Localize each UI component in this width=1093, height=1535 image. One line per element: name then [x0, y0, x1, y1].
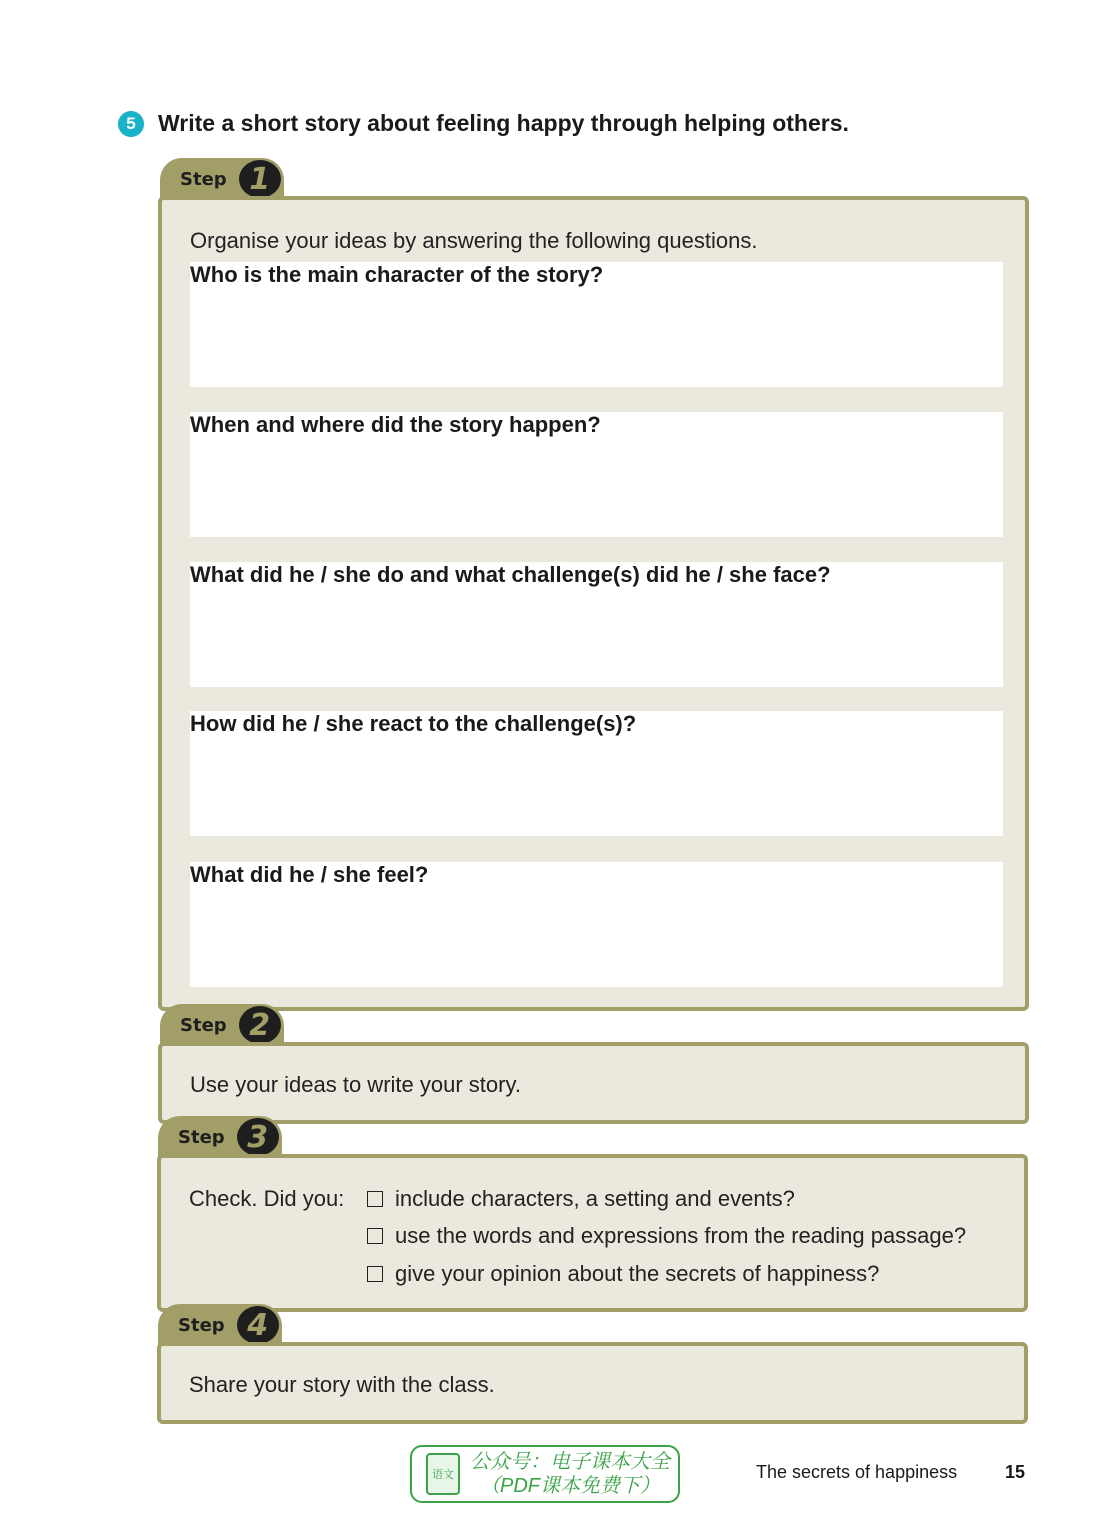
page-number: 15 [1005, 1462, 1026, 1482]
step-3-instruction: Check. Did you: [189, 1186, 345, 1211]
answer-area[interactable] [190, 562, 1003, 687]
step-number: 2 [239, 1006, 281, 1044]
task-title: Write a short story about feeling happy through helping others. [158, 110, 849, 136]
step-2-box [158, 1042, 1029, 1124]
step-number: 1 [239, 160, 281, 198]
checklist-item[interactable] [367, 1186, 795, 1212]
task-header [118, 110, 849, 137]
step-number: 4 [237, 1306, 279, 1344]
step-1-box [158, 196, 1029, 1011]
step-label: Step [178, 1314, 225, 1336]
step-label: Step [180, 168, 227, 190]
question-text: What did he / she do and what challenge(s) did he / she face? [190, 562, 831, 587]
checkbox-icon[interactable] [367, 1266, 383, 1282]
task-number-badge: 5 [118, 111, 144, 137]
step-label: Step [180, 1014, 227, 1036]
checklist-text: use the words and expressions from the reading passage? [395, 1223, 967, 1248]
watermark-badge [410, 1445, 680, 1503]
step-2-tab [160, 1004, 284, 1046]
question-text: When and where did the story happen? [190, 412, 601, 437]
step-4-box [157, 1342, 1028, 1424]
answer-area[interactable] [190, 262, 1003, 387]
step-number: 3 [237, 1118, 279, 1156]
answer-area[interactable] [190, 711, 1003, 836]
question-text: Who is the main character of the story? [190, 262, 604, 287]
step-1-tab [160, 158, 284, 200]
step-label: Step [178, 1126, 225, 1148]
checklist-text: give your opinion about the secrets of happiness? [395, 1261, 880, 1286]
step-3-box [157, 1154, 1028, 1312]
checklist-item[interactable] [367, 1261, 879, 1287]
step-4-tab [158, 1304, 282, 1346]
checkbox-icon[interactable] [367, 1191, 383, 1207]
question-text: How did he / she react to the challenge(s)? [190, 711, 637, 736]
step-4-instruction: Share your story with the class. [189, 1372, 495, 1397]
checklist-text: include characters, a setting and events? [395, 1186, 795, 1211]
answer-area[interactable] [190, 412, 1003, 537]
checklist-item[interactable] [367, 1223, 966, 1249]
unit-title: The secrets of happiness [756, 1462, 958, 1482]
badge-text-block [470, 1450, 670, 1498]
answer-area[interactable] [190, 862, 1003, 987]
step-1-instruction: Organise your ideas by answering the following questions. [190, 228, 758, 253]
book-icon: 语文 [426, 1453, 460, 1495]
step-2-instruction: Use your ideas to write your story. [190, 1072, 521, 1097]
badge-line-1: 公众号：电子课本大全 [470, 1451, 670, 1473]
checkbox-icon[interactable] [367, 1228, 383, 1244]
badge-line-2: （PDF课本免费下） [480, 1475, 660, 1497]
question-text: What did he / she feel? [190, 862, 429, 887]
step-3-tab [158, 1116, 282, 1158]
